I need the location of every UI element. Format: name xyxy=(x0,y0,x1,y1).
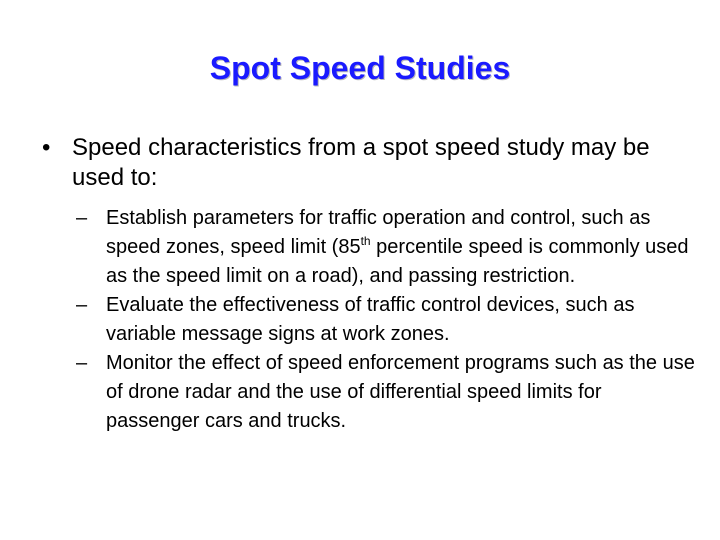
sub-bullet-marker: – xyxy=(76,352,88,374)
slide-title: Spot Speed Studies xyxy=(209,50,511,86)
bullet-marker: • xyxy=(42,134,51,161)
sub-bullet-marker: – xyxy=(76,294,88,316)
sub-bullet-text: Evaluate the effectiveness of traffic control devices, such as variable message signs at work zones. xyxy=(106,294,635,345)
ordinal-superscript: th xyxy=(360,234,371,248)
sub-bullet-evaluate xyxy=(76,291,696,349)
sub-bullet-text: Monitor the effect of speed enforcement programs such as the use of drone radar and the use of differential speed limits for passenger cars and trucks. xyxy=(106,352,695,432)
main-bullet xyxy=(42,133,682,193)
sub-bullet-text-part: percentile speed is commonly used as the speed limit on a road), and passing restriction. xyxy=(106,236,689,287)
sub-bullet-text-part: Establish parameters for traffic operation and control, such as speed zones, speed limit (85 xyxy=(106,207,651,258)
sub-bullet-list xyxy=(76,204,696,436)
main-bullet-text: Speed characteristics from a spot speed study may be used to: xyxy=(72,134,650,191)
sub-bullet-marker: – xyxy=(76,207,88,229)
sub-bullet-establish xyxy=(76,204,696,291)
sub-bullet-monitor xyxy=(76,349,696,436)
